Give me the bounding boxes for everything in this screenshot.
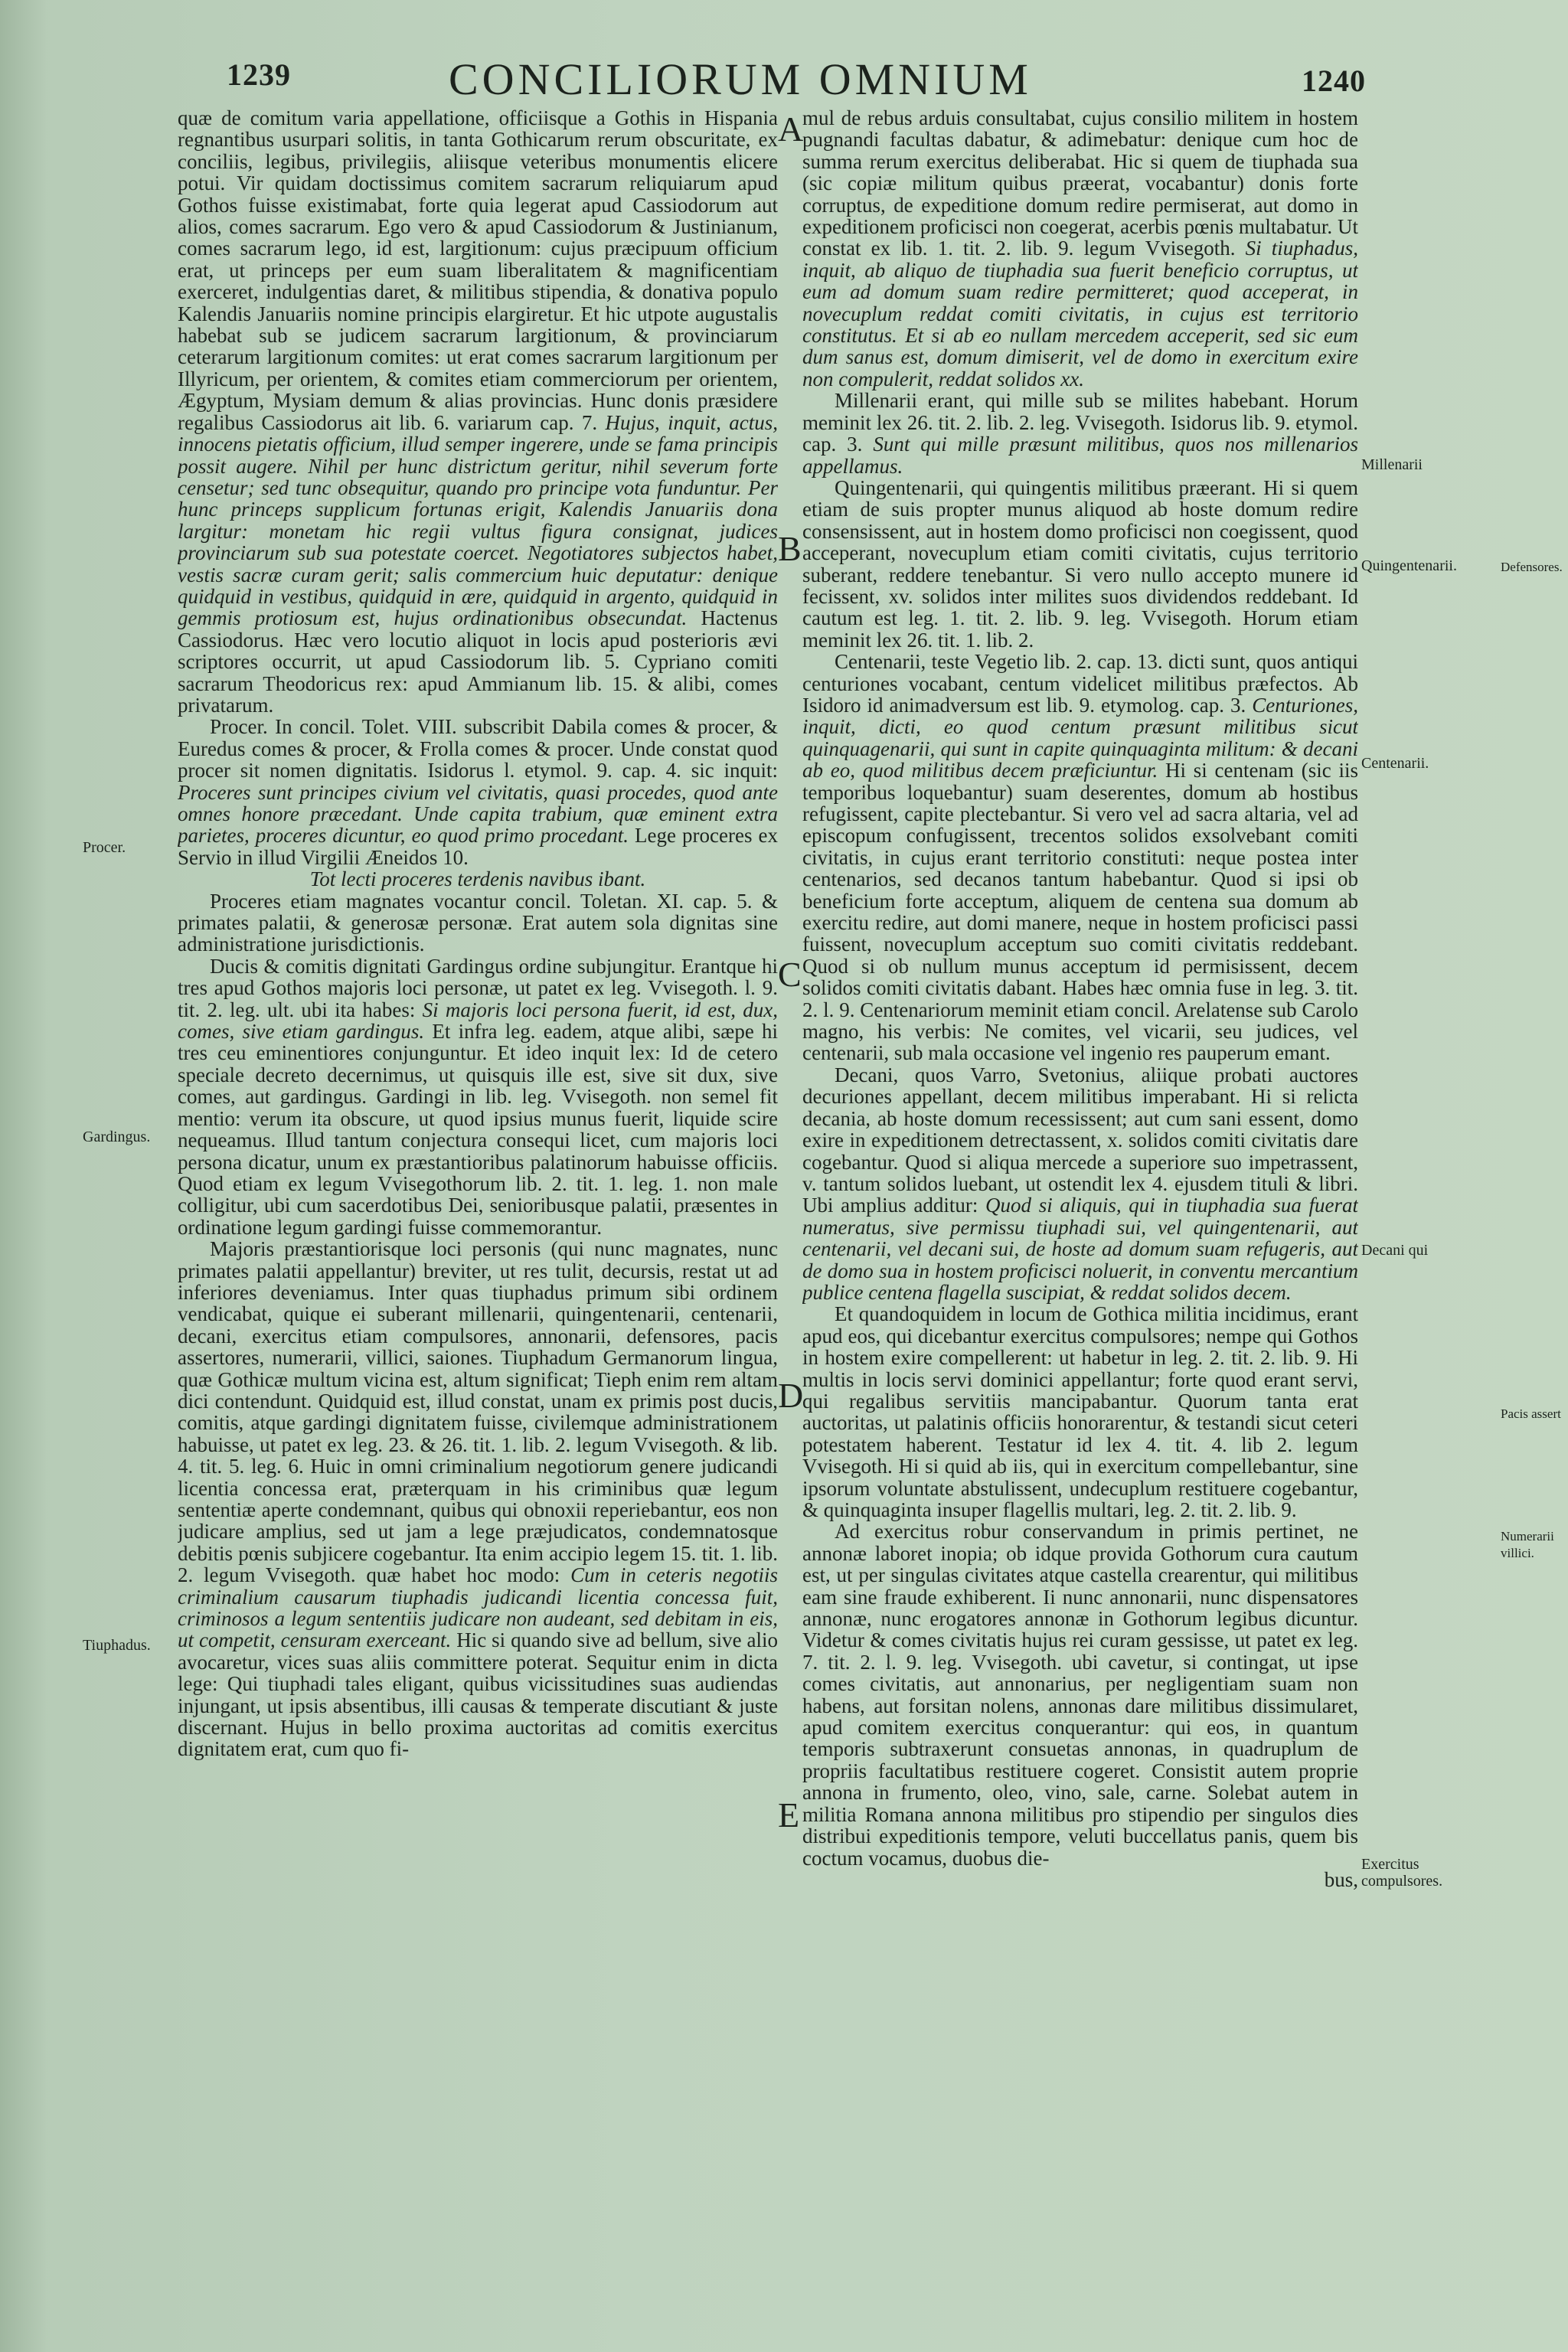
paragraph-procer: Procer. In concil. Tolet. VIII. subscribit Dabila comes & procer, & Euredus comes & procer, & Frolla comes & procer. Unde constat quod procer sit nomen dignitatis. Isidorus l. etymol. 9. cap. 4. sic inquit: Proceres sunt principes civium vel civitatis, quasi procedes, quod ante omnes honore præcedant. Unde capita trabium, quæ eminent extra parietes, proceres dicuntur, eo quod primo procedant. Lege proceres ex Servio in illud Virgilii Æneidos 10. — [178, 715, 778, 869]
margin-note-pacis: Pacis assert — [1501, 1406, 1561, 1421]
section-letter-c: C — [778, 955, 802, 994]
catchword: bus, — [1324, 1867, 1358, 1891]
left-text-column — [178, 107, 778, 2197]
margin-note-centenarii: Centenarii. — [1361, 755, 1429, 772]
section-letter-a: A — [778, 109, 804, 149]
paragraph-centenarii: Centenarii, teste Vegetio lib. 2. cap. 13. dicti sunt, quos antiqui centuriones vocabant, centum videlicet militibus præfectos. Ab Isidoro id animadversum est lib. 9. etymolog. cap. 3. Centuriones, inquit, dicti, eo quod centum præsunt militibus sicut quinquagenarii, qui sunt in capite quinquaginta militum: & decani ab eo, quod militibus decem præficiuntur. Hi si centenam (sic iis temporibus loquebantur) suam deserentes, domum ab hostibus refugissent, capite plectebantur. Si vero vel ad sacra altaria, vel ad episcopum confugissent, trecentos solidos exsolvebant comiti civitatis, in cujus erant territorio constituti: neque postea inter centenarios, sed decanos tantum habebantur. Quod si ipsi ob beneficium forte acceptum, aliquem de centena sua domum ab exercitu redire, aut domi manere, neque in hostem proficisci passi fuissent, novecuplum acceptum suo comiti civitatis reddebant. Quod si ob nullum munus acceptum id permisissent, decem solidos comiti civitatis dabant. Habes hæc omnia fuse in leg. 3. tit. 2. l. 9. Centenariorum meminit etiam concil. Arelatense sub Carolo magno, his verbis: Ne comites, vel vicarii, seu judices, vel centenarii, sub mala occasione vel ingenio res pauperum emant. — [802, 650, 1358, 1065]
running-header — [0, 54, 1568, 110]
margin-note-quingentenarii: Quingentenarii. — [1361, 557, 1457, 574]
margin-note-gardingus: Gardingus. — [83, 1129, 151, 1145]
margin-note-tiuphadus: Tiuphadus. — [83, 1637, 151, 1654]
section-letter-d: D — [778, 1376, 804, 1415]
paragraph-decani: Decani, quos Varro, Svetonius, aliique probati auctores decuriones appellant, decem militibus imperabant. Hi si relicta decania, ab hoste domum recessissent; aut cum sani essent, domo exire in expeditionem detrectassent, x. solidos comiti civitatis dare cogebantur. Quod si aliqua mercede a superiore suo impetrassent, v. tantum solidos luebant, ut ostendit lex 4. ejusdem tituli & libri. Ubi amplius additur: Quod si aliquis, qui in tiuphadia sua fuerat numeratus, sive permissu tiuphadi sui, vel quingentenarii, aut centenarii, vel decani sui, de hoste ad domum suam refugeris, aut de domo sua in hostem proficisci noluerit, in conventu mercantium publice centena flagella suscipiat, & reddat solidos decem. — [802, 1063, 1358, 1304]
paragraph-annonarii: Ad exercitus robur conservandum in primis pertinet, ne annonæ laboret inopia; ob idque provida Gothorum cura cautum est, ut per singulas civitates atque castella crearentur, qui militibus eam sine fraude exhiberent. Ii nunc annonarii, nunc dispensatores annonæ, nunc erogatores annonæ in Gothorum legibus dicuntur. Videtur & comes civitatis hujus rei curam gessisse, ut patet ex leg. 7. tit. 2. l. 9. leg. Vvisegoth. ubi cavetur, si contingat, ut ipse comes civitatis, aut annonarius, per negligentiam suam non habens, aut forsitan nolens, annonas dare militibus dissimularet, apud comitem exercitus conquerantur: qui eos, in quantum temporis subtraxerunt consuetas annonas, in quadruplum de propriis facultatibus restituere cogeret. Consistit autem proprie annona in frumento, oleo, vino, sale, carne. Solebat autem in militia Romana annona militibus pro stipendio per singulos dies distribui expeditionis tempore, veluti buccellatus panis, quem bis coctum vocamus, duobus die- — [802, 1520, 1358, 1870]
margin-note-decani: Decani qui — [1361, 1242, 1429, 1259]
right-text-column — [802, 107, 1358, 2197]
section-letter-b: B — [778, 529, 802, 568]
page-gutter-shadow — [0, 0, 46, 2352]
paragraph-magnates: Proceres etiam magnates vocantur concil. Toletan. XI. cap. 5. & primates palatii, & generosæ personæ. Erat autem sola dignitas sine administratione jurisdictionis. — [178, 889, 778, 956]
margin-note-defensores: Defensores. — [1501, 560, 1563, 574]
paragraph-exercitus-compulsores: Et quandoquidem in locum de Gothica militia incidimus, erant apud eos, qui dicebantur exercitus compulsores; nempe qui Gothos in hostem exire compellerent: ut habetur in leg. 2. tit. 2. lib. 9. Hi multis in locis servi dominici appellantur; forte quod erant servi, qui regalibus servitiis mancipabantur. Quorum tanta erat auctoritas, ut palatinis officiis honorarentur, & testandi sicut ceteri potestatem haberent. Testatur id lex 4. tit. 4. lib 2. legum Vvisegoth. Hi si quid ab iis, qui in exercitum compellebantur, sine ipsorum voluntate abstulissent, undecuplum restituere cogebantur, & quinquaginta insuper flagellis multari, leg. 2. tit. 2. lib. 9. — [802, 1302, 1358, 1521]
paragraph-gardingus: Ducis & comitis dignitati Gardingus ordine subjungitur. Erantque hi tres apud Gothos majoris loci personæ, ut patet ex leg. Vvisegoth. l. 9. tit. 2. leg. ult. ubi ita habes: Si majoris loci persona fuerit, id est, dux, comes, sive etiam gardingus. Et infra leg. eadem, atque alibi, sæpe hi tres ceu eminentiores conjunguntur. Et ideo inquit lex: Id de cetero speciale decreto decernimus, ut quisquis ille est, sive sit dux, sive comes, aut gardingus. Gardingi in lib. leg. Vvisegoth. non semel fit mentio: verum ita obscure, ut quod ipsius munus fuerit, liquide scire nequeamus. Illud tantum conjectura consequi licet, cum majoris loci persona dicatur, unum ex præstantioribus palatinorum habuisse officiis. Quod etiam ex legum Vvisegothorum lib. 2. tit. 1. leg. 1. non male colligitur, ubi cum sacerdotibus Dei, senioribusque palatii, præsentes in ordinatione legum gardingi fuisse commemorantur. — [178, 954, 778, 1239]
margin-note-numerarii: Numerarii villici. — [1501, 1529, 1554, 1560]
page-number-right: 1240 — [1302, 64, 1366, 98]
page-number-left: 1239 — [227, 57, 291, 92]
margin-note-millenarii: Millenarii — [1361, 456, 1423, 473]
paragraph-millenarii: Millenarii erant, qui mille sub se milites habebant. Horum meminit lex 26. tit. 2. lib. 2. leg. Vvisegoth. Isidorus lib. 9. etymol. cap. 3. Sunt qui mille præsunt militibus, quos nos millenarios appellamus. — [802, 389, 1358, 478]
paragraph-tiuphadus-continued: mul de rebus arduis consultabat, cujus consilio militem in hostem pugnandi facultas dabatur, & adimebatur: denique cum hoc de summa rerum exercitus deliberabat. Hic si quem de tiuphada sua (sic copiæ militum quibus præerat, vocabantur) donis forte corruptus, de expeditione domum redire permiserat, aut domo in expeditionem proficisci non coegerat, acerbis pœnis multabatur. Ut constat ex lib. 1. tit. 2. lib. 9. legum Vvisegoth. Si tiuphadus, inquit, ab aliquo de tiuphadia sua fuerit beneficio corruptus, ut eum ad domum suam redire permitteret; quod acceperat, in novecuplum reddat comiti civitatis, in cujus est territorio constitutus. Et si ab eo nullam mercedem acceperit, sed sic eum dum sanus est, domum dimiserit, vel de domo in exercitum exire non compulerit, reddat solidos xx. — [802, 107, 1358, 390]
section-letter-e: E — [778, 1795, 800, 1834]
paragraph-comites-sacrarum: quæ de comitum varia appellatione, officiisque a Gothis in Hispania regnantibus usurpari solitis, in tanta Gothicarum rerum obscuritate, ex conciliis, legibus, privilegiis, aliisque veteribus monumentis elicere potui. Vir quidam doctissimus comitem sacrarum reliquiarum apud Gothos fuisse existimabat, forte quia legerat apud Cassiodorum aut alios, comes sacrarum. Ego vero & apud Cassiodorum & Justinianum, comes sacrarum lego, id est, largitionum: cujus præcipuum officium erat, ut princeps per eum suam liberalitatem & magnificentiam exerceret, indulgentias daret, & militibus stipendia, & donativa populo Kalendis Januariis nomine principis elargiretur. Et hic utpote augustalis habebat sub se judicem sacrarum largitionum, & provinciarum ceterarum largitionum comites: ut erat comes sacrarum largitionum per Illyricum, per orientem, & comites etiam commerciorum per orientem, Ægyptum, Mysiam demum & alias provincias. Hunc donis præsidere regalibus Cassiodorus ait lib. 6. variarum cap. 7. Hujus, inquit, actus, innocens pietatis officium, illud semper ingerere, unde se fama principis possit augere. Nihil per hunc districtum geritur, nihil severum forte censetur; sed tunc obsequitur, quando pro principe vota funduntur. Per hunc princeps supplicum fortunas erigit, Kalendis Januariis dona largitur: monetam hic regii vultus figura consignat, judices provinciarum sub sua potestate coercet. Negotiatores subjectos habet, vestis sacræ curam gerit; salis commercium huic deputatur: denique quidquid in vestibus, quidquid in ære, quidquid in argento, quidquid in gemmis protiosum est, hujus ordinationibus obsecundat. Hactenus Cassiodorus. Hæc vero locutio aliquot in locis apud posterioris ævi scriptores occurrit, ut apud Cassiodorum lib. 5. Cypriano comiti sacrarum Theodoricus rex: apud Ammianum lib. 15. & alibi, comes privatarum. — [178, 107, 778, 717]
margin-note-exercitus: Exercitus compulsores. — [1361, 1856, 1443, 1890]
verse-quotation: Tot lecti proceres terdenis navibus ibant. — [309, 867, 646, 891]
margin-note-procer: Procer. — [83, 839, 126, 856]
paragraph-quingentenarii: Quingentenarii, qui quingentis militibus præerant. Hi si quem etiam de suis propter munus aliquod ab hoste domum redire consensissent, aut in hostem domo proficisci non coegissent, quod acceperant, novecuplum etiam comiti civitatis, cujus territorio suberant, reddere tenebantur. Si vero nullo accepto munere id fecissent, xv. solidos inter milites suos dividendos reddebant. Id cautum est leg. 1. tit. 2. lib. 9. leg. Vvisegoth. Horum etiam meminit lex 26. tit. 1. lib. 2. — [802, 475, 1358, 652]
paragraph-tiuphadus: Majoris præstantiorisque loci personis (qui nunc magnates, nunc primates palatii appellantur) breviter, ut res tulit, decursis, restat ut ad inferiores deveniamus. Inter quas tiuphadus primum sibi ordinem vendicabat, quique ei suberant millenarii, quingentenarii, centenarii, decani, exercitus etiam compulsores, annonarii, defensores, pacis assertores, numerarii, villici, saiones. Tiuphadum Germanorum lingua, quæ Gothicæ multum vicina est, altum significat; Tieph enim rem altam dici contendunt. Quidquid est, illud constat, unam ex primis post ducis, comitis, atque gardingi dignitatem fuisse, civilemque administrationem habuisse, ut patet ex leg. 23. & 26. tit. 1. lib. 2. legum Vvisegoth. & lib. 4. tit. 5. leg. 6. Huic in omni criminalium negotiorum genere judicandi licentia concessa erat, præterquam in his criminibus quæ legum sententiæ aperte condemnant, quibus qui obnoxii reperiebantur, eos non judicare amplius, sed ut jam a lege præjudicatos, condemnatosque debitis pœnis subjicere cogebantur. Ita enim accipio legem 15. tit. 1. lib. 2. legum Vvisegoth. quæ habet hoc modo: Cum in ceteris negotiis criminalium causarum tiuphadis judicandi licentia concessa fuit, criminosos a legum sententiis judicare non audeant, sed debitam in eis, ut competit, censuram exerceant. Hic si quando sive ad bellum, sive alio avocaretur, vices suas aliis committere poterat. Sequitur enim in dicta lege: Qui tiuphadi tales eligant, quibus vicissitudines suas audiendas injungant, ut ipsis absentibus, illi causas & temperate discutiant & juste discernant. Hujus in bello proxima auctoritas ad comitis exercitus dignitatem erat, cum quo fi- — [178, 1237, 778, 1761]
running-title: CONCILIORUM OMNIUM — [449, 54, 1032, 104]
